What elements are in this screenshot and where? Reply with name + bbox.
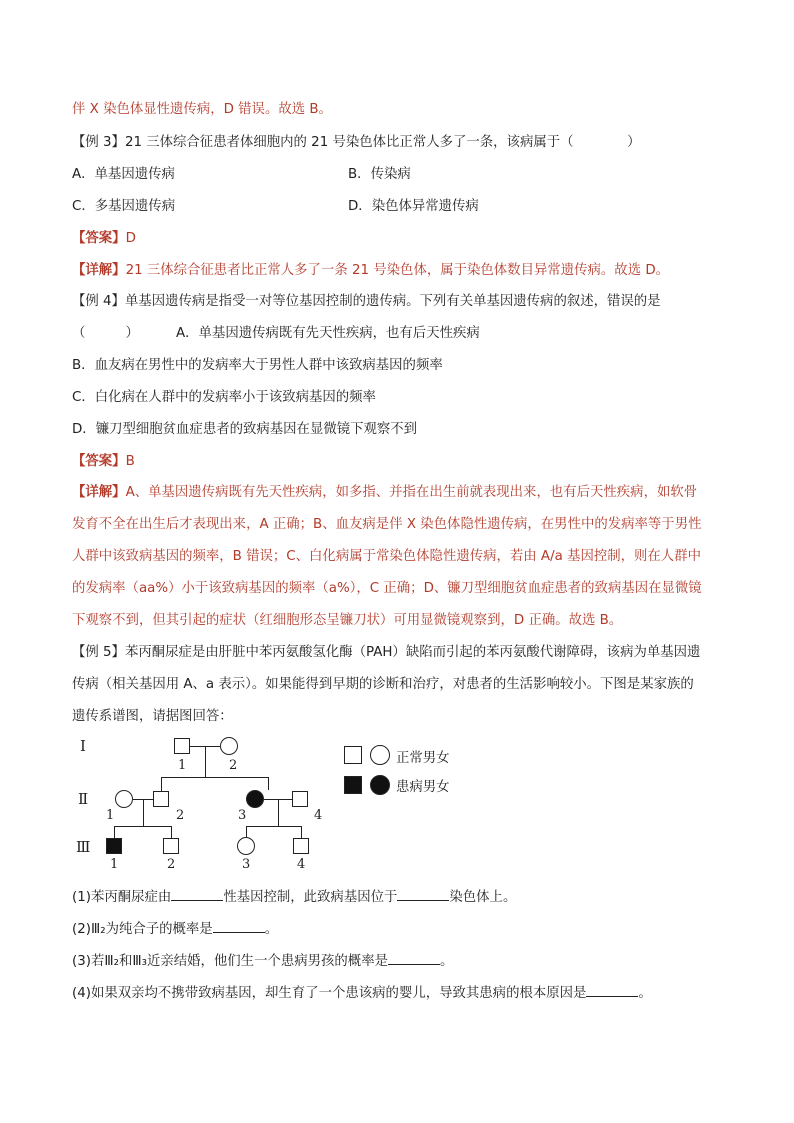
legend-affected-label: 患病男女 — [396, 780, 450, 795]
example-3-option-d: D．染色体异常遗传病 — [348, 199, 479, 214]
gen2-3-drop — [268, 777, 269, 790]
gen2-number-4: 4 — [314, 808, 323, 823]
previous-answer-tail: 伴 X 染色体显性遗传病，D 错误。故选 B。 — [72, 102, 332, 117]
example-3-option-a: A．单基因遗传病 — [72, 167, 175, 182]
legend-affected-male-icon — [344, 776, 362, 794]
gen3-number-4: 4 — [297, 857, 306, 872]
generation-label-3: Ⅲ — [76, 838, 91, 856]
legend-affected-female-icon — [370, 775, 390, 795]
question-2-part-a: (2)Ⅲ₂为纯合子的概率是 — [72, 922, 213, 937]
legend-normal-female-icon — [370, 745, 390, 765]
example-4-option-c: C．白化病在人群中的发病率小于该致病基因的频率 — [72, 390, 376, 405]
detail-label: 【详解】 — [72, 263, 126, 278]
gen1-sibship-line — [161, 777, 268, 778]
gen1-descent-line — [205, 746, 206, 777]
example-4-detail-line-4: 的发病率（aa%）小于该致病基因的频率（a%），C 正确；D、镰刀型细胞贫血症患者的致病基因在显微镜 — [72, 581, 702, 596]
detail-text: A、单基因遗传病既有先天性疾病，如多指、并指在出生前就表现出来，也有后天性疾病，如软骨 — [125, 485, 698, 500]
example-4-detail-line-3: 人群中该致病基因的频率，B 错误；C、白化病属于常染色体隐性遗传病，若由 A/a 基因控制，则在人群中 — [72, 549, 701, 564]
gen2-2-drop — [161, 777, 162, 791]
question-2 — [72, 920, 278, 939]
legend-normal-male-icon — [344, 746, 362, 764]
answer-value: D — [125, 231, 136, 246]
example-4-stem-bracket: （ ） — [72, 326, 139, 341]
example-4-detail-line-5: 下观察不到，但其引起的症状（红细胞形态呈镰刀状）可用显微镜观察到，D 正确。故选 B。 — [72, 613, 623, 628]
example-5-stem-line-2: 传病（相关基因用 A、a 表示）。如果能得到早期的诊断和治疗，对患者的生活影响较小。下图是某家族的 — [72, 677, 694, 692]
gen1-number-1: 1 — [178, 758, 187, 773]
question-1-part-c: 染色体上。 — [449, 890, 517, 905]
answer-blank-4[interactable] — [586, 984, 638, 997]
question-3-part-b: 。 — [439, 954, 454, 969]
example-4-option-b: B．血友病在男性中的发病率大于男性人群中该致病基因的频率 — [72, 358, 443, 373]
gen2-female-1 — [115, 790, 133, 808]
example-3-option-b: B．传染病 — [348, 167, 411, 182]
gen2-number-3: 3 — [238, 808, 247, 823]
gen3-number-2: 2 — [167, 857, 176, 872]
right-family-sibship-line — [246, 826, 301, 827]
gen1-number-2: 2 — [229, 758, 238, 773]
example-4-option-a: A．单基因遗传病既有先天性疾病，也有后天性疾病 — [176, 326, 480, 341]
example-3-stem: 【例 3】21 三体综合征患者体细胞内的 21 号染色体比正常人多了一条，该病属于（ ） — [72, 135, 641, 150]
gen2-male-4 — [292, 791, 308, 807]
gen3-affected-male-1 — [106, 838, 122, 854]
gen2-affected-female-3 — [246, 790, 264, 808]
legend-normal-label: 正常男女 — [396, 751, 450, 766]
example-3-answer — [72, 230, 136, 248]
gen2-number-2: 2 — [176, 808, 185, 823]
question-4-part-a: (4)如果双亲均不携带致病基因，却生育了一个患该病的婴儿，导致其患病的根本原因是 — [72, 986, 587, 1001]
gen3-4-drop — [301, 826, 302, 838]
question-3-part-a: (3)若Ⅲ₂和Ⅲ₃近亲结婚，他们生一个患病男孩的概率是 — [72, 954, 388, 969]
generation-label-2: Ⅱ — [78, 790, 89, 808]
gen3-female-3 — [237, 837, 255, 855]
answer-blank-1a[interactable] — [171, 888, 223, 901]
generation-label-1: Ⅰ — [80, 737, 86, 755]
question-4-part-b: 。 — [638, 986, 652, 1001]
question-2-part-b: 。 — [264, 922, 279, 937]
answer-blank-1b[interactable] — [397, 888, 449, 901]
question-1-part-a: (1)苯丙酮尿症由 — [72, 890, 172, 905]
gen2-male-2 — [153, 791, 169, 807]
gen3-number-1: 1 — [110, 857, 119, 872]
answer-value: B — [125, 454, 135, 469]
detail-label: 【详解】 — [72, 485, 126, 500]
detail-text: 21 三体综合征患者比正常人多了一条 21 号染色体，属于染色体数目异常遗传病。故选 D。 — [125, 263, 670, 278]
example-4-answer — [72, 453, 135, 471]
gen3-1-drop — [114, 826, 115, 838]
question-3 — [72, 952, 453, 971]
answer-blank-2[interactable] — [213, 920, 265, 933]
question-1-part-b: 性基因控制，此致病基因位于 — [223, 890, 398, 905]
example-5-stem-line-3: 遗传系谱图，请据图回答： — [72, 709, 233, 724]
question-1 — [72, 888, 516, 907]
gen2-number-1: 1 — [106, 808, 115, 823]
example-4-option-d: D．镰刀型细胞贫血症患者的致病基因在显微镜下观察不到 — [72, 422, 418, 437]
gen3-male-4 — [293, 838, 309, 854]
example-4-detail-line-1 — [72, 484, 697, 502]
answer-label: 【答案】 — [72, 454, 126, 469]
example-4-stem: 【例 4】单基因遗传病是指受一对等位基因控制的遗传病。下列有关单基因遗传病的叙述，错误的是 — [72, 294, 661, 309]
gen3-male-2 — [163, 838, 179, 854]
gen3-number-3: 3 — [242, 857, 251, 872]
example-5-stem-line-1: 【例 5】苯丙酮尿症是由肝脏中苯丙氨酸氢化酶（PAH）缺陷而引起的苯丙氨酸代谢障碍，该病为单基因遗 — [72, 645, 701, 660]
example-4-detail-line-2: 发育不全在出生后才表现出来，A 正确；B、血友病是伴 X 染色体隐性遗传病，在男性中的发病率等于男性 — [72, 517, 702, 532]
gen3-2-drop — [171, 826, 172, 838]
left-family-sibship-line — [114, 826, 171, 827]
example-3-option-c: C．多基因遗传病 — [72, 199, 176, 214]
gen1-female-2 — [220, 737, 238, 755]
example-3-detail — [72, 262, 669, 280]
question-4 — [72, 984, 652, 1003]
left-family-descent-line — [143, 799, 144, 826]
answer-label: 【答案】 — [72, 231, 126, 246]
right-family-descent-line — [278, 799, 279, 826]
answer-blank-3[interactable] — [388, 952, 440, 965]
gen3-3-drop — [246, 826, 247, 837]
gen1-male-1 — [174, 738, 190, 754]
